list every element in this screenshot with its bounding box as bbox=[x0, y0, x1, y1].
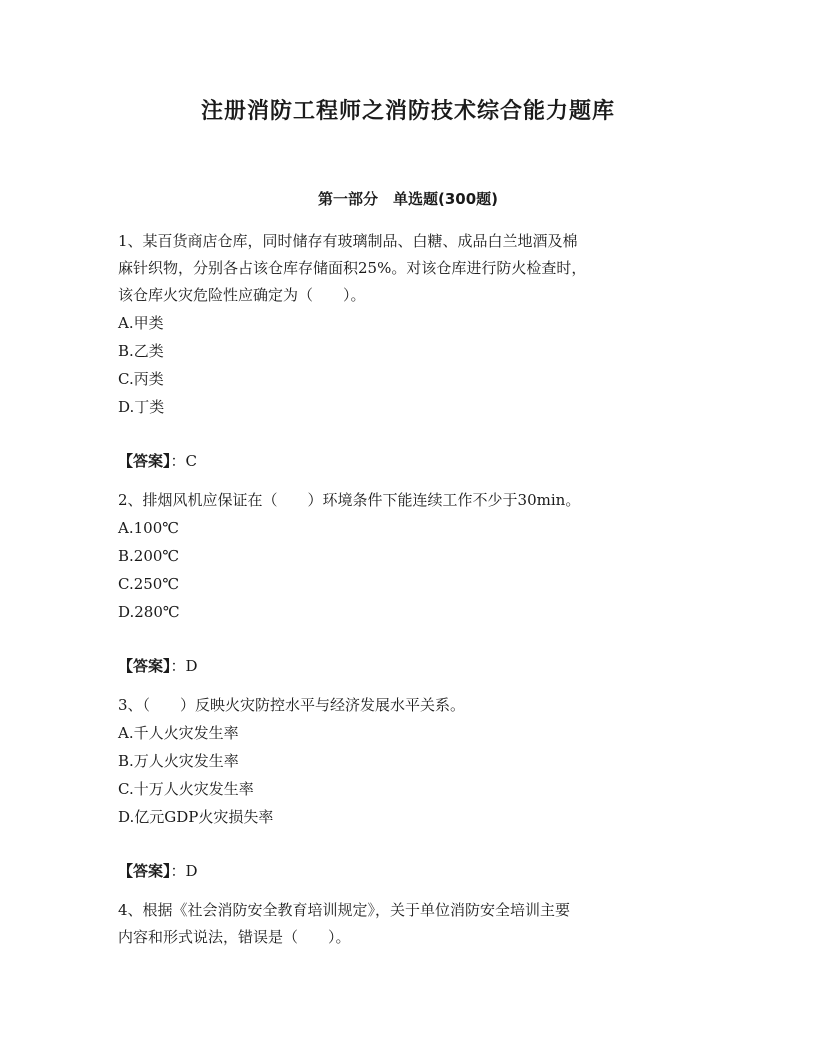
question-list bbox=[118, 228, 698, 951]
answer-label: 【答案】 bbox=[118, 452, 171, 470]
option-c: C.十万人火灾发生率 bbox=[118, 780, 254, 798]
document-title: 注册消防工程师之消防技术综合能力题库 bbox=[200, 99, 615, 124]
option-d: D.280℃ bbox=[118, 603, 180, 621]
question-2 bbox=[118, 487, 698, 692]
option-a: A.100℃ bbox=[118, 519, 180, 537]
stem-line: 内容和形式说法，错误是（ ）。 bbox=[118, 928, 351, 946]
stem-line: 2、排烟风机应保证在（ ）环境条件下能连续工作不少于30min。 bbox=[118, 491, 581, 509]
question-1 bbox=[118, 228, 698, 487]
question-stem bbox=[118, 897, 698, 951]
option-b: B.万人火灾发生率 bbox=[118, 752, 239, 770]
answer bbox=[118, 447, 698, 475]
stem-line: 1、某百货商店仓库，同时储存有玻璃制品、白糖、成品白兰地酒及棉 bbox=[118, 232, 578, 250]
option-a: A.甲类 bbox=[118, 314, 164, 332]
question-stem bbox=[118, 692, 698, 719]
answer bbox=[118, 652, 698, 680]
answer-value: ：D bbox=[170, 657, 198, 675]
answer-value: ：C bbox=[170, 452, 197, 470]
answer-value: ：D bbox=[170, 862, 198, 880]
option-c: C.250℃ bbox=[118, 575, 180, 593]
question-stem bbox=[118, 228, 698, 309]
option-b: B.200℃ bbox=[118, 547, 180, 565]
option-b: B.乙类 bbox=[118, 342, 164, 360]
question-3 bbox=[118, 692, 698, 897]
option-a: A.千人火灾发生率 bbox=[118, 724, 239, 742]
option-d: D.亿元GDP火灾损失率 bbox=[118, 808, 274, 826]
section-title: 第一部分 单选题(300题) bbox=[317, 190, 499, 208]
option-c: C.丙类 bbox=[118, 370, 164, 388]
option-d: D.丁类 bbox=[118, 398, 165, 416]
question-4 bbox=[118, 897, 698, 951]
question-stem bbox=[118, 487, 698, 514]
answer-label: 【答案】 bbox=[118, 862, 171, 880]
stem-line: 麻针织物，分别各占该仓库存储面积25%。对该仓库进行防火检查时， bbox=[118, 259, 587, 277]
stem-line: 该仓库火灾危险性应确定为（ ）。 bbox=[118, 286, 366, 304]
answer-label: 【答案】 bbox=[118, 657, 171, 675]
stem-line: 4、根据《社会消防安全教育培训规定》，关于单位消防安全培训主要 bbox=[118, 901, 571, 919]
answer bbox=[118, 857, 698, 885]
stem-line: 3、（ ）反映火灾防控水平与经济发展水平关系。 bbox=[118, 696, 466, 714]
